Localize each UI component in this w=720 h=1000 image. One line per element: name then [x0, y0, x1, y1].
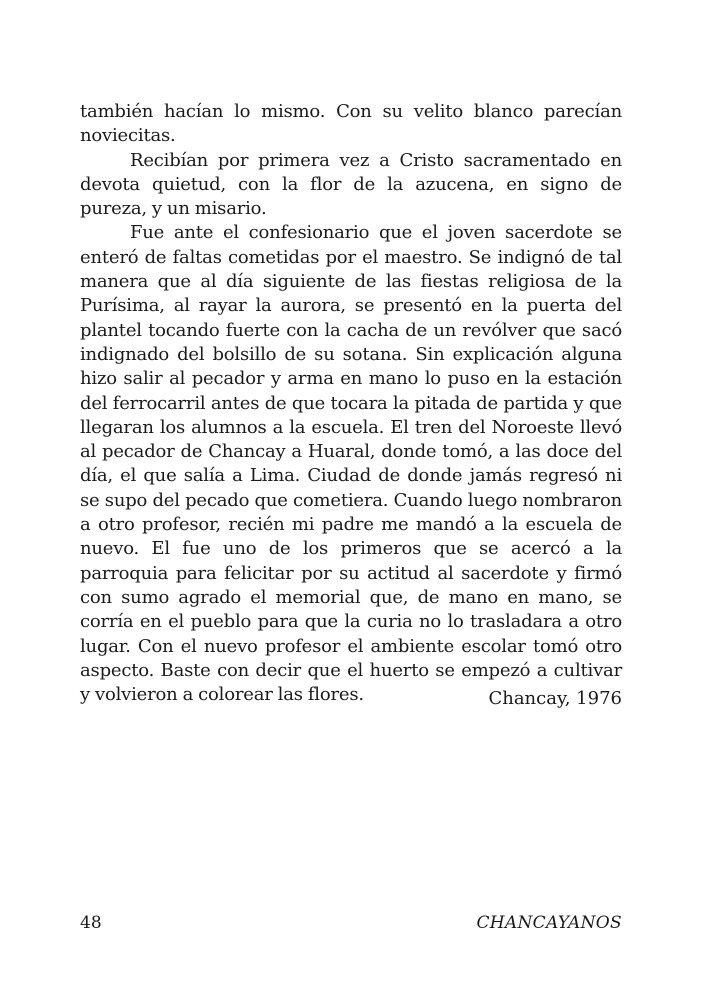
paragraph-continuation: también hacían lo mismo. Con su velito blanco parecían noviecitas.: [80, 101, 622, 147]
paragraph: Recibían por primera vez a Cristo sacramentado en devota quietud, con la flor de la azucena, en signo de pureza, y un misario.: [80, 149, 622, 220]
body-text: [80, 100, 622, 707]
paragraph: Fue ante el confesionario que el joven sacerdote se enteró de faltas cometidas por el maestro. Se indignó de tal manera que al día siguiente de las fiestas religiosa de la Purísima, al rayar la aurora, se presentó en la puerta del plantel tocando fuerte con la cacha de un revólver que sacó indignado del bolsillo de su sotana. Sin explicación alguna hizo salir al pecador y arma en mano lo puso en la estación del ferrocarril antes de que tocara la pitada de partida y que llegaran los alumnos a la escuela. El tren del Noroeste llevó al pecador de Chancay a Huaral, donde tomó, a las doce del día, el que salía a Lima. Ciudad de donde jamás regresó ni se supo del pecado que cometiera. Cuando luego nombraron a otro profesor, recién mi padre me mandó a la escuela de nuevo. El fue uno de los primeros que se acercó a la parroquia para felicitar por su actitud al sacerdote y firmó con sumo agrado el memorial que, de mano en mano, se corría en el pueblo para que la curia no lo trasladara a otro lugar. Con el nuevo profesor el ambiente escolar tomó otro aspecto. Baste con decir que el huerto se empezó a cultivar y volvieron a colorear las flores.: [80, 222, 622, 706]
page-footer: [80, 913, 622, 933]
running-title: CHANCAYANOS: [476, 913, 622, 933]
place-date-signature: Chancay, 1976: [488, 688, 622, 709]
page-number: 48: [80, 913, 102, 933]
